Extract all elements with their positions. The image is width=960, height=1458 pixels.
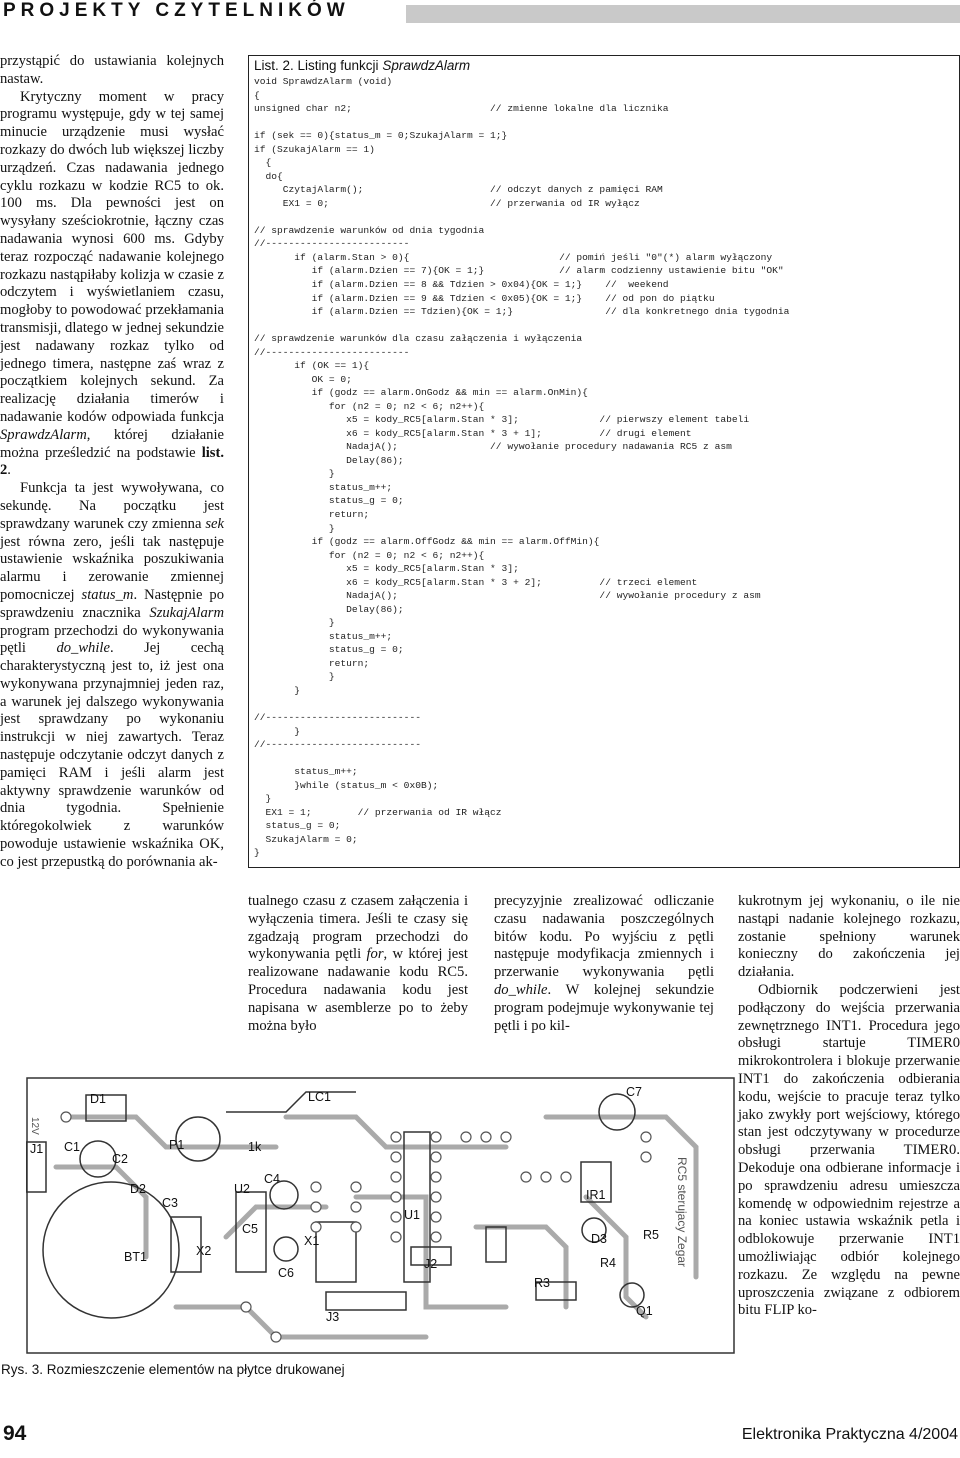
text: kukrotnym jej wykonaniu, o ile nie nastąpi nadanie kolejnego rozkazu, zostanie spełniony warunek konieczny do zakończenia jej działania. bbox=[738, 893, 960, 981]
label-d3: D3 bbox=[591, 1232, 607, 1246]
label-j2: J2 bbox=[424, 1257, 438, 1271]
figure-caption: Rys. 3. Rozmieszczenie elementów na płytce drukowanej bbox=[1, 1362, 345, 1377]
label-x2: X2 bbox=[196, 1244, 212, 1258]
label-lc1: LC1 bbox=[308, 1090, 331, 1104]
code-block: void SprawdzAlarm (void) { unsigned char n2; // zmienne lokalne dla licznika if (sek == 0){status_m = 0;SzukajAlarm = 1;} if (SzukajAlarm == 1) { do{ CzytajAlarm(); // odczyt danych z pamięci RAM EX1 = 0; // przerwania od IR wyłącz // sprawdzenie warunków od dnia tygodnia //------------------------- if (alarm.Stan > 0){ // pomiń jeśli "0"(*) alarm wyłączony if (alarm.Dzien == 7){OK = 1;} // alarm codzienny ustawienie bitu "OK" if (alarm.Dzien == 8 && Tdzien > 0x04){OK = 1;} // weekend if (alarm.Dzien == 9 && Tdzien < 0x05){OK = 1;} // od pon do piątku if (alarm.Dzien == Tdzien){OK = 1;} // dla konkretnego dnia tygodnia // sprawdzenie warunków dla czasu załączenia i wyłączenia //------------------------- if (OK == 1){ OK = 0; if (godz == alarm.OnGodz && min == alarm.OnMin){ for (n2 = 0; n2 < 6; n2++){ x5 = kody_RC5[alarm.Stan * 3]; // pierwszy element tabeli x6 = kody_RC5[alarm.Stan * 3 + 1]; // drugi element NadajA(); // wywołanie procedury nadawania RC5 z asm Delay(86); } status_m++; status_g = 0; return; } if (godz == alarm.OffGodz && min == alarm.OffMin){ for (n2 = 0; n2 < 6; n2++){ x5 = kody_RC5[alarm.Stan * 3]; x6 = kody_RC5[alarm.Stan * 3 + 2]; // trzeci element NadajA(); // wywołanie procedury z asm Delay(86); } status_m++; status_g = 0; return; } } //--------------------------- } //--------------------------- status_m++; }while (status_m < 0x0B); } EX1 = 1; // przerwania od IR włącz status_g = 0; SzukajAlarm = 0; } bbox=[254, 76, 790, 859]
listing-function-name: SprawdzAlarm bbox=[382, 58, 471, 73]
text: precyzyjnie zrealizować odliczanie czasu nadawania poszczególnych bitów kodu. Po wyjściu z pętli następuje modyfikacja zmiennych i przerwanie wykonywania pętli bbox=[494, 893, 714, 981]
label-c2: C2 bbox=[112, 1152, 128, 1166]
label-c6: C6 bbox=[278, 1266, 294, 1280]
page-header bbox=[0, 0, 960, 26]
variable-name: status_m bbox=[81, 586, 134, 603]
page-footer bbox=[0, 1420, 960, 1458]
text: Funkcja ta jest wywoływana, co sekundę. Na początku jest sprawdzany warunek czy zmienna bbox=[0, 480, 224, 532]
section-title: PROJEKTY CZYTELNIKÓW bbox=[3, 0, 350, 21]
paragraph: Krytyczny moment w pracy programu występuje, gdy w tej samej minucie urządzenie musi wysłać rozkazy do dwóch lub większej liczby urządzeń. Czas nadawania jednego cyklu rozkazu w kodzie RC5 to ok. 100 ms. Dla pewności jest on wysyłany sześciokrotnie, łączny czas nadawania wynosi 600 ms. Gdyby teraz rozpocząć nadawanie kolejnego rozkazu nastąpiłaby kolizja w czasie z odczytem i wyświetlaniem czasu, mogłoby to powodować przekłamania transmisji, dlatego w jednej sekundzie jest nadawany rozkaz tylko od jednego timera, następne zaś wraz z początkiem kolejnych sekund. Za realizację działania timerów i nadawanie kodów odpowiada funkcja SprawdzAlarm, której działanie można prześledzić na podstawie list. 2. bbox=[0, 88, 224, 479]
label-c4: C4 bbox=[264, 1172, 280, 1186]
listing-title bbox=[254, 58, 470, 73]
label-q1: Q1 bbox=[636, 1304, 653, 1318]
text-column-3 bbox=[494, 893, 714, 1035]
text-column-1 bbox=[0, 53, 224, 872]
label-d1: D1 bbox=[90, 1092, 106, 1106]
paragraph bbox=[248, 893, 468, 1035]
text-column-4 bbox=[738, 893, 960, 1320]
label-j3: J3 bbox=[326, 1310, 340, 1324]
label-c1: C1 bbox=[64, 1140, 80, 1154]
magazine-issue: Elektronika Praktyczna 4/2004 bbox=[741, 1426, 958, 1443]
page-number: 94 bbox=[3, 1422, 27, 1445]
label-ir1: IR1 bbox=[586, 1188, 606, 1202]
text: . Następnie po sprawdzeniu znacznika bbox=[0, 586, 224, 621]
label-d2: D2 bbox=[130, 1182, 146, 1196]
text: jest równa zero, jeśli tak następuje ustawienie wskaźnika poszukiwania alarmu i zerowanie zmiennej pomocniczej bbox=[0, 533, 224, 603]
text: tualnego czasu z czasem załączenia i wyłączenia timera. Jeśli te czasy się zgadzają program przechodzi do wykonywania pętli bbox=[248, 893, 468, 963]
text: Odbiornik podczerwieni jest podłączony do wejścia przerwania zewnętrznego INT1. Procedura jego obsługi startuje TIMER0 mikrokontrolera i blokuje przerwanie INT1 do zakończenia odbierania kodu, wejście to pracuje teraz tylko jako zwykły port wejściowy, którego stan jest odczytywany w procedurze obsługi przerwania TIMER0. Dekoduje ona odbierane informacje i po sprawdzeniu adresu umieszcza komendę w odpowiednim rejestrze a na koniec ustawia wskaźnik petla i odblokowuje przerwanie INT1 umożliwiając odbiór kolejnego rozkazu. Ze względu na pewne uproszczenia związane z odbiorem bitu FLIP ko- bbox=[738, 981, 960, 1319]
paragraph bbox=[494, 893, 714, 1035]
label-r5: R5 bbox=[643, 1228, 659, 1242]
label-c5: C5 bbox=[242, 1222, 258, 1236]
board-title-rotated: RC5 sterujacy Zegar bbox=[675, 1157, 689, 1268]
label-p1: P1 bbox=[169, 1138, 185, 1152]
label-1k: 1k bbox=[248, 1140, 262, 1154]
loop-name: do_while bbox=[494, 981, 548, 998]
listing-ref: list. 2 bbox=[0, 444, 224, 479]
label-j1: J1 bbox=[30, 1142, 44, 1156]
label-u2: U2 bbox=[234, 1182, 250, 1196]
label-u1: U1 bbox=[404, 1208, 420, 1222]
function-name: SprawdzAlarm bbox=[0, 426, 87, 443]
variable-name: SzukajAlarm bbox=[149, 604, 224, 621]
paragraph bbox=[738, 893, 960, 982]
text-column-2 bbox=[248, 893, 468, 1035]
loop-name: do_while bbox=[56, 640, 110, 657]
paragraph bbox=[0, 480, 224, 872]
text: , której działanie można prześledzić na podstawie bbox=[0, 426, 224, 461]
code-listing bbox=[248, 55, 960, 868]
text: , w której jest realizowane nadawanie kodu RC5. Procedura nadawania kodu jest napisana w asemblerze po to żeby można było bbox=[248, 946, 468, 1034]
label-r3: R3 bbox=[534, 1276, 550, 1290]
label-r4: R4 bbox=[600, 1256, 616, 1270]
text: Krytyczny moment w pracy programu występuje, gdy w tej samej minucie urządzenie musi wysłać rozkazy do dwóch lub większej liczby urządzeń. Czas nadawania jednego cyklu rozkazu w kodzie RC5 to ok. 100 ms. Dla pewności jest on wysyłany sześciokrotnie, łączny czas nadawania wynosi 600 ms. Gdyby teraz rozpocząć nadawanie kolejnego rozkazu nastąpiłaby kolizja w czasie z odczytem i wyświetlaniem czasu, mogłoby to powodować przekłamania transmisji, dlatego w jednej sekundzie jest nadawany rozkaz tylko od jednego timera, następne zaś wraz z początkiem kolejnych sekund. Za realizację działania timerów i nadawanie kodów odpowiada funkcja bbox=[0, 88, 224, 425]
label-c3: C3 bbox=[162, 1196, 178, 1210]
paragraph bbox=[0, 53, 224, 89]
paragraph bbox=[738, 982, 960, 1320]
text: program przechodzi do wykonywania pętli bbox=[0, 622, 224, 657]
label-x1: X1 bbox=[304, 1234, 320, 1248]
text: . Jej cechą charakterystyczną jest to, iż jest ona wykonywana przynajmniej jeden raz, a warunek jej dalszego wykonywania jest sprawdzany po wykonaniu instrukcji w niej zawartych. Teraz następuje odczytanie odczyt danych z pamięci RAM i jeśli alarm jest aktywny sprawdzenie warunków od dnia tygodnia. Spełnienie któregokolwiek z warunków powoduje ustawienie wskaźnika OK, co jest przepustką do porównania ak- bbox=[0, 640, 224, 870]
listing-title-text: List. 2. Listing funkcji bbox=[254, 58, 379, 73]
label-bt1: BT1 bbox=[124, 1250, 147, 1264]
text: przystąpić do ustawiania kolejnych nastaw. bbox=[0, 53, 224, 87]
power-label-rotated: 12V bbox=[29, 1117, 40, 1135]
header-bar bbox=[406, 5, 960, 23]
loop-name: for bbox=[366, 946, 384, 963]
text: . W kolejnej sekundzie program podejmuje wykonywanie tej pętli i po kil- bbox=[494, 981, 714, 1034]
pcb-layout-figure bbox=[26, 1077, 735, 1354]
variable-name: sek bbox=[205, 515, 224, 532]
label-c7: C7 bbox=[626, 1085, 642, 1099]
